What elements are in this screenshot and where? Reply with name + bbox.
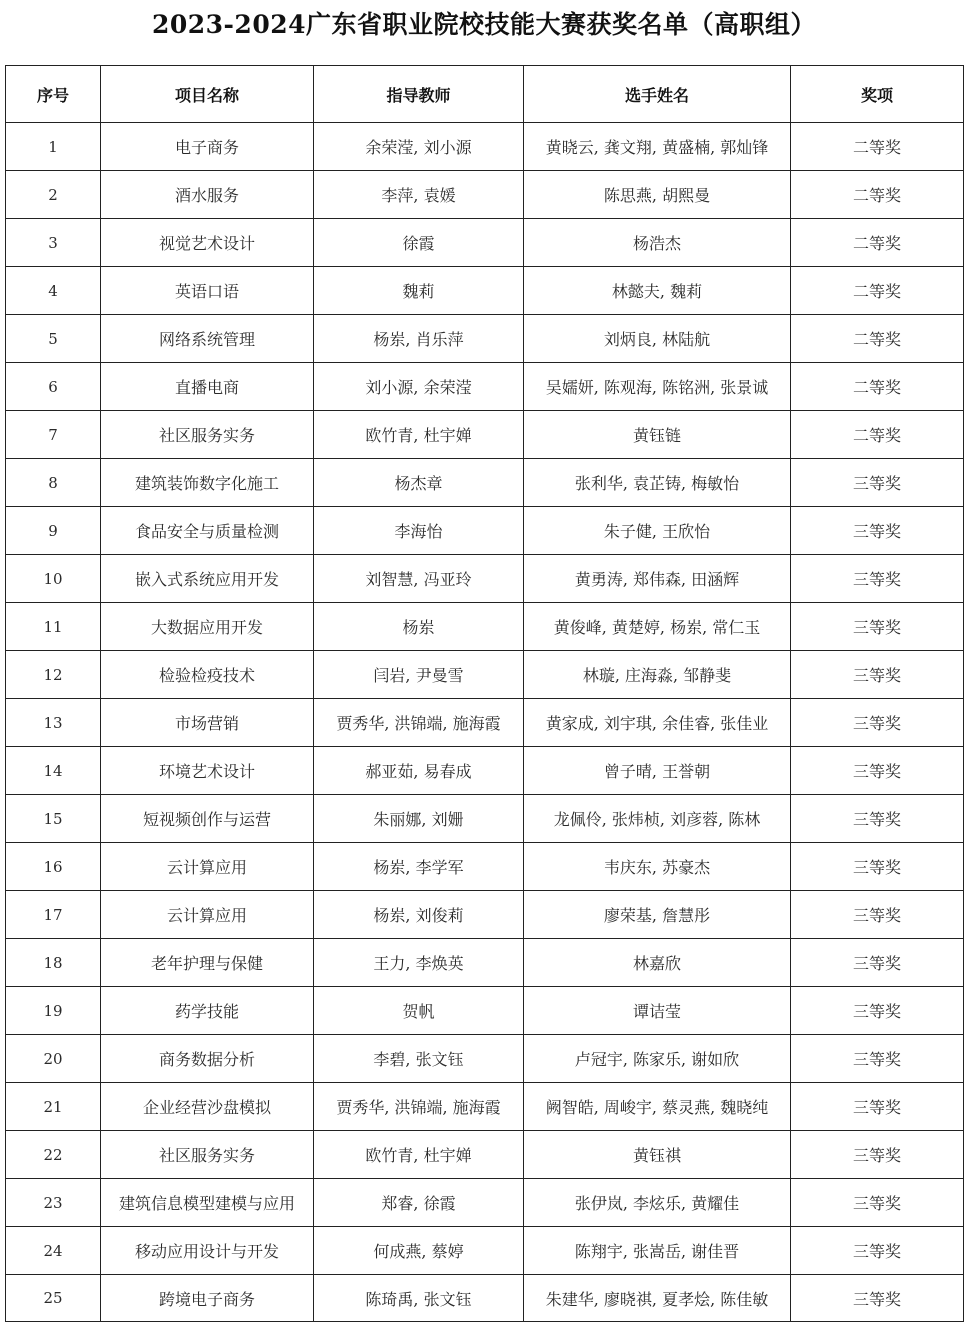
cell-players: 朱子健, 王欣怡	[524, 507, 791, 555]
cell-no: 1	[6, 123, 101, 171]
cell-project: 云计算应用	[101, 843, 314, 891]
cell-project: 云计算应用	[101, 891, 314, 939]
cell-project: 企业经营沙盘模拟	[101, 1083, 314, 1131]
cell-teacher: 刘智慧, 冯亚玲	[314, 555, 524, 603]
cell-project: 大数据应用开发	[101, 603, 314, 651]
cell-teacher: 李萍, 袁媛	[314, 171, 524, 219]
cell-award: 二等奖	[791, 219, 964, 267]
cell-award: 三等奖	[791, 939, 964, 987]
table-row	[6, 507, 964, 555]
cell-no: 8	[6, 459, 101, 507]
cell-teacher: 何成燕, 蔡婷	[314, 1227, 524, 1275]
cell-teacher: 郝亚茹, 易春成	[314, 747, 524, 795]
cell-no: 14	[6, 747, 101, 795]
table-row	[6, 1179, 964, 1227]
cell-players: 张利华, 袁芷铸, 梅敏怡	[524, 459, 791, 507]
cell-award: 三等奖	[791, 1083, 964, 1131]
cell-players: 廖荣基, 詹慧彤	[524, 891, 791, 939]
cell-project: 英语口语	[101, 267, 314, 315]
table-row	[6, 555, 964, 603]
cell-project: 短视频创作与运营	[101, 795, 314, 843]
cell-players: 林嘉欣	[524, 939, 791, 987]
table-row	[6, 939, 964, 987]
cell-no: 19	[6, 987, 101, 1035]
cell-players: 林懿夫, 魏莉	[524, 267, 791, 315]
cell-project: 酒水服务	[101, 171, 314, 219]
cell-project: 药学技能	[101, 987, 314, 1035]
cell-teacher: 杨杰章	[314, 459, 524, 507]
table-row	[6, 843, 964, 891]
cell-project: 嵌入式系统应用开发	[101, 555, 314, 603]
cell-award: 三等奖	[791, 987, 964, 1035]
cell-award: 三等奖	[791, 507, 964, 555]
cell-no: 5	[6, 315, 101, 363]
cell-no: 10	[6, 555, 101, 603]
table-row	[6, 1131, 964, 1179]
table-row	[6, 267, 964, 315]
cell-no: 4	[6, 267, 101, 315]
cell-players: 陈思燕, 胡熙曼	[524, 171, 791, 219]
table-row	[6, 1035, 964, 1083]
page-title: 2023-2024广东省职业院校技能大赛获奖名单（高职组）	[151, 10, 817, 39]
table-row	[6, 171, 964, 219]
cell-project: 食品安全与质量检测	[101, 507, 314, 555]
cell-no: 20	[6, 1035, 101, 1083]
cell-no: 13	[6, 699, 101, 747]
cell-project: 社区服务实务	[101, 411, 314, 459]
cell-project: 跨境电子商务	[101, 1275, 314, 1322]
cell-project: 环境艺术设计	[101, 747, 314, 795]
cell-award: 三等奖	[791, 747, 964, 795]
table-row	[6, 219, 964, 267]
cell-players: 黄钰链	[524, 411, 791, 459]
table-body	[6, 123, 964, 1322]
cell-players: 谭诘莹	[524, 987, 791, 1035]
table-row	[6, 1083, 964, 1131]
cell-players: 韦庆东, 苏豪杰	[524, 843, 791, 891]
cell-teacher: 欧竹青, 杜宇婵	[314, 411, 524, 459]
table-row	[6, 459, 964, 507]
table-header-row	[6, 66, 964, 123]
cell-award: 二等奖	[791, 363, 964, 411]
table-row	[6, 987, 964, 1035]
cell-award: 三等奖	[791, 1275, 964, 1322]
cell-players: 吴嬬妍, 陈观海, 陈铭洲, 张景诚	[524, 363, 791, 411]
cell-players: 黄晓云, 龚文翔, 黄盛楠, 郭灿锋	[524, 123, 791, 171]
cell-players: 张伊岚, 李炫乐, 黄耀佳	[524, 1179, 791, 1227]
cell-award: 三等奖	[791, 603, 964, 651]
cell-project: 社区服务实务	[101, 1131, 314, 1179]
cell-players: 黄勇涛, 郑伟森, 田涵辉	[524, 555, 791, 603]
cell-teacher: 徐霞	[314, 219, 524, 267]
cell-teacher: 杨岽, 李学军	[314, 843, 524, 891]
cell-no: 22	[6, 1131, 101, 1179]
cell-project: 网络系统管理	[101, 315, 314, 363]
cell-players: 黄俊峰, 黄楚婷, 杨岽, 常仁玉	[524, 603, 791, 651]
header-players: 选手姓名	[524, 66, 791, 123]
cell-teacher: 郑睿, 徐霞	[314, 1179, 524, 1227]
cell-players: 陈翔宇, 张嵩岳, 谢佳晋	[524, 1227, 791, 1275]
cell-no: 11	[6, 603, 101, 651]
cell-teacher: 王力, 李焕英	[314, 939, 524, 987]
cell-no: 24	[6, 1227, 101, 1275]
cell-no: 6	[6, 363, 101, 411]
cell-no: 23	[6, 1179, 101, 1227]
cell-players: 阙智皓, 周峻宇, 蔡灵燕, 魏晓纯	[524, 1083, 791, 1131]
cell-no: 16	[6, 843, 101, 891]
cell-no: 15	[6, 795, 101, 843]
cell-players: 朱建华, 廖晓祺, 夏孝烩, 陈佳敏	[524, 1275, 791, 1322]
cell-teacher: 闫岩, 尹曼雪	[314, 651, 524, 699]
cell-teacher: 贺帆	[314, 987, 524, 1035]
cell-project: 视觉艺术设计	[101, 219, 314, 267]
table-row	[6, 891, 964, 939]
cell-players: 龙佩伶, 张炜桢, 刘彦蓉, 陈林	[524, 795, 791, 843]
cell-teacher: 杨岽, 刘俊莉	[314, 891, 524, 939]
cell-players: 卢冠宇, 陈家乐, 谢如欣	[524, 1035, 791, 1083]
cell-award: 二等奖	[791, 267, 964, 315]
cell-teacher: 贾秀华, 洪锦端, 施海霞	[314, 699, 524, 747]
table-row	[6, 699, 964, 747]
table-row	[6, 411, 964, 459]
cell-award: 三等奖	[791, 843, 964, 891]
cell-players: 杨浩杰	[524, 219, 791, 267]
cell-teacher: 陈琦禹, 张文钰	[314, 1275, 524, 1322]
cell-teacher: 朱丽娜, 刘姗	[314, 795, 524, 843]
cell-project: 直播电商	[101, 363, 314, 411]
cell-players: 林璇, 庄海淼, 邹静斐	[524, 651, 791, 699]
table-row	[6, 747, 964, 795]
award-table	[5, 65, 964, 1322]
cell-project: 检验检疫技术	[101, 651, 314, 699]
cell-award: 二等奖	[791, 411, 964, 459]
cell-no: 3	[6, 219, 101, 267]
cell-teacher: 余荣滢, 刘小源	[314, 123, 524, 171]
cell-project: 建筑信息模型建模与应用	[101, 1179, 314, 1227]
cell-award: 三等奖	[791, 555, 964, 603]
cell-teacher: 李碧, 张文钰	[314, 1035, 524, 1083]
header-no: 序号	[6, 66, 101, 123]
cell-teacher: 贾秀华, 洪锦端, 施海霞	[314, 1083, 524, 1131]
table-row	[6, 363, 964, 411]
cell-teacher: 杨岽, 肖乐萍	[314, 315, 524, 363]
cell-no: 9	[6, 507, 101, 555]
table-row	[6, 603, 964, 651]
cell-no: 21	[6, 1083, 101, 1131]
cell-teacher: 欧竹青, 杜宇婵	[314, 1131, 524, 1179]
cell-project: 市场营销	[101, 699, 314, 747]
cell-award: 三等奖	[791, 651, 964, 699]
cell-award: 三等奖	[791, 795, 964, 843]
cell-no: 12	[6, 651, 101, 699]
cell-players: 黄家成, 刘宇琪, 余佳睿, 张佳业	[524, 699, 791, 747]
table-row	[6, 795, 964, 843]
cell-project: 商务数据分析	[101, 1035, 314, 1083]
cell-no: 7	[6, 411, 101, 459]
cell-players: 刘炳良, 林陆航	[524, 315, 791, 363]
cell-award: 三等奖	[791, 1227, 964, 1275]
cell-award: 二等奖	[791, 315, 964, 363]
cell-no: 25	[6, 1275, 101, 1322]
table-row	[6, 123, 964, 171]
cell-award: 二等奖	[791, 171, 964, 219]
cell-teacher: 杨岽	[314, 603, 524, 651]
cell-project: 移动应用设计与开发	[101, 1227, 314, 1275]
cell-award: 三等奖	[791, 699, 964, 747]
cell-award: 三等奖	[791, 1179, 964, 1227]
cell-teacher: 魏莉	[314, 267, 524, 315]
cell-no: 17	[6, 891, 101, 939]
cell-teacher: 刘小源, 余荣滢	[314, 363, 524, 411]
cell-award: 三等奖	[791, 1035, 964, 1083]
cell-no: 2	[6, 171, 101, 219]
cell-project: 电子商务	[101, 123, 314, 171]
cell-award: 三等奖	[791, 1131, 964, 1179]
cell-teacher: 李海怡	[314, 507, 524, 555]
cell-no: 18	[6, 939, 101, 987]
header-award: 奖项	[791, 66, 964, 123]
header-teacher: 指导教师	[314, 66, 524, 123]
table-row	[6, 1275, 964, 1322]
cell-project: 建筑装饰数字化施工	[101, 459, 314, 507]
table-row	[6, 1227, 964, 1275]
cell-award: 二等奖	[791, 123, 964, 171]
cell-project: 老年护理与保健	[101, 939, 314, 987]
cell-award: 三等奖	[791, 459, 964, 507]
table-row	[6, 315, 964, 363]
header-project: 项目名称	[101, 66, 314, 123]
table-row	[6, 651, 964, 699]
cell-award: 三等奖	[791, 891, 964, 939]
cell-players: 曾子晴, 王誉朝	[524, 747, 791, 795]
cell-players: 黄钰祺	[524, 1131, 791, 1179]
